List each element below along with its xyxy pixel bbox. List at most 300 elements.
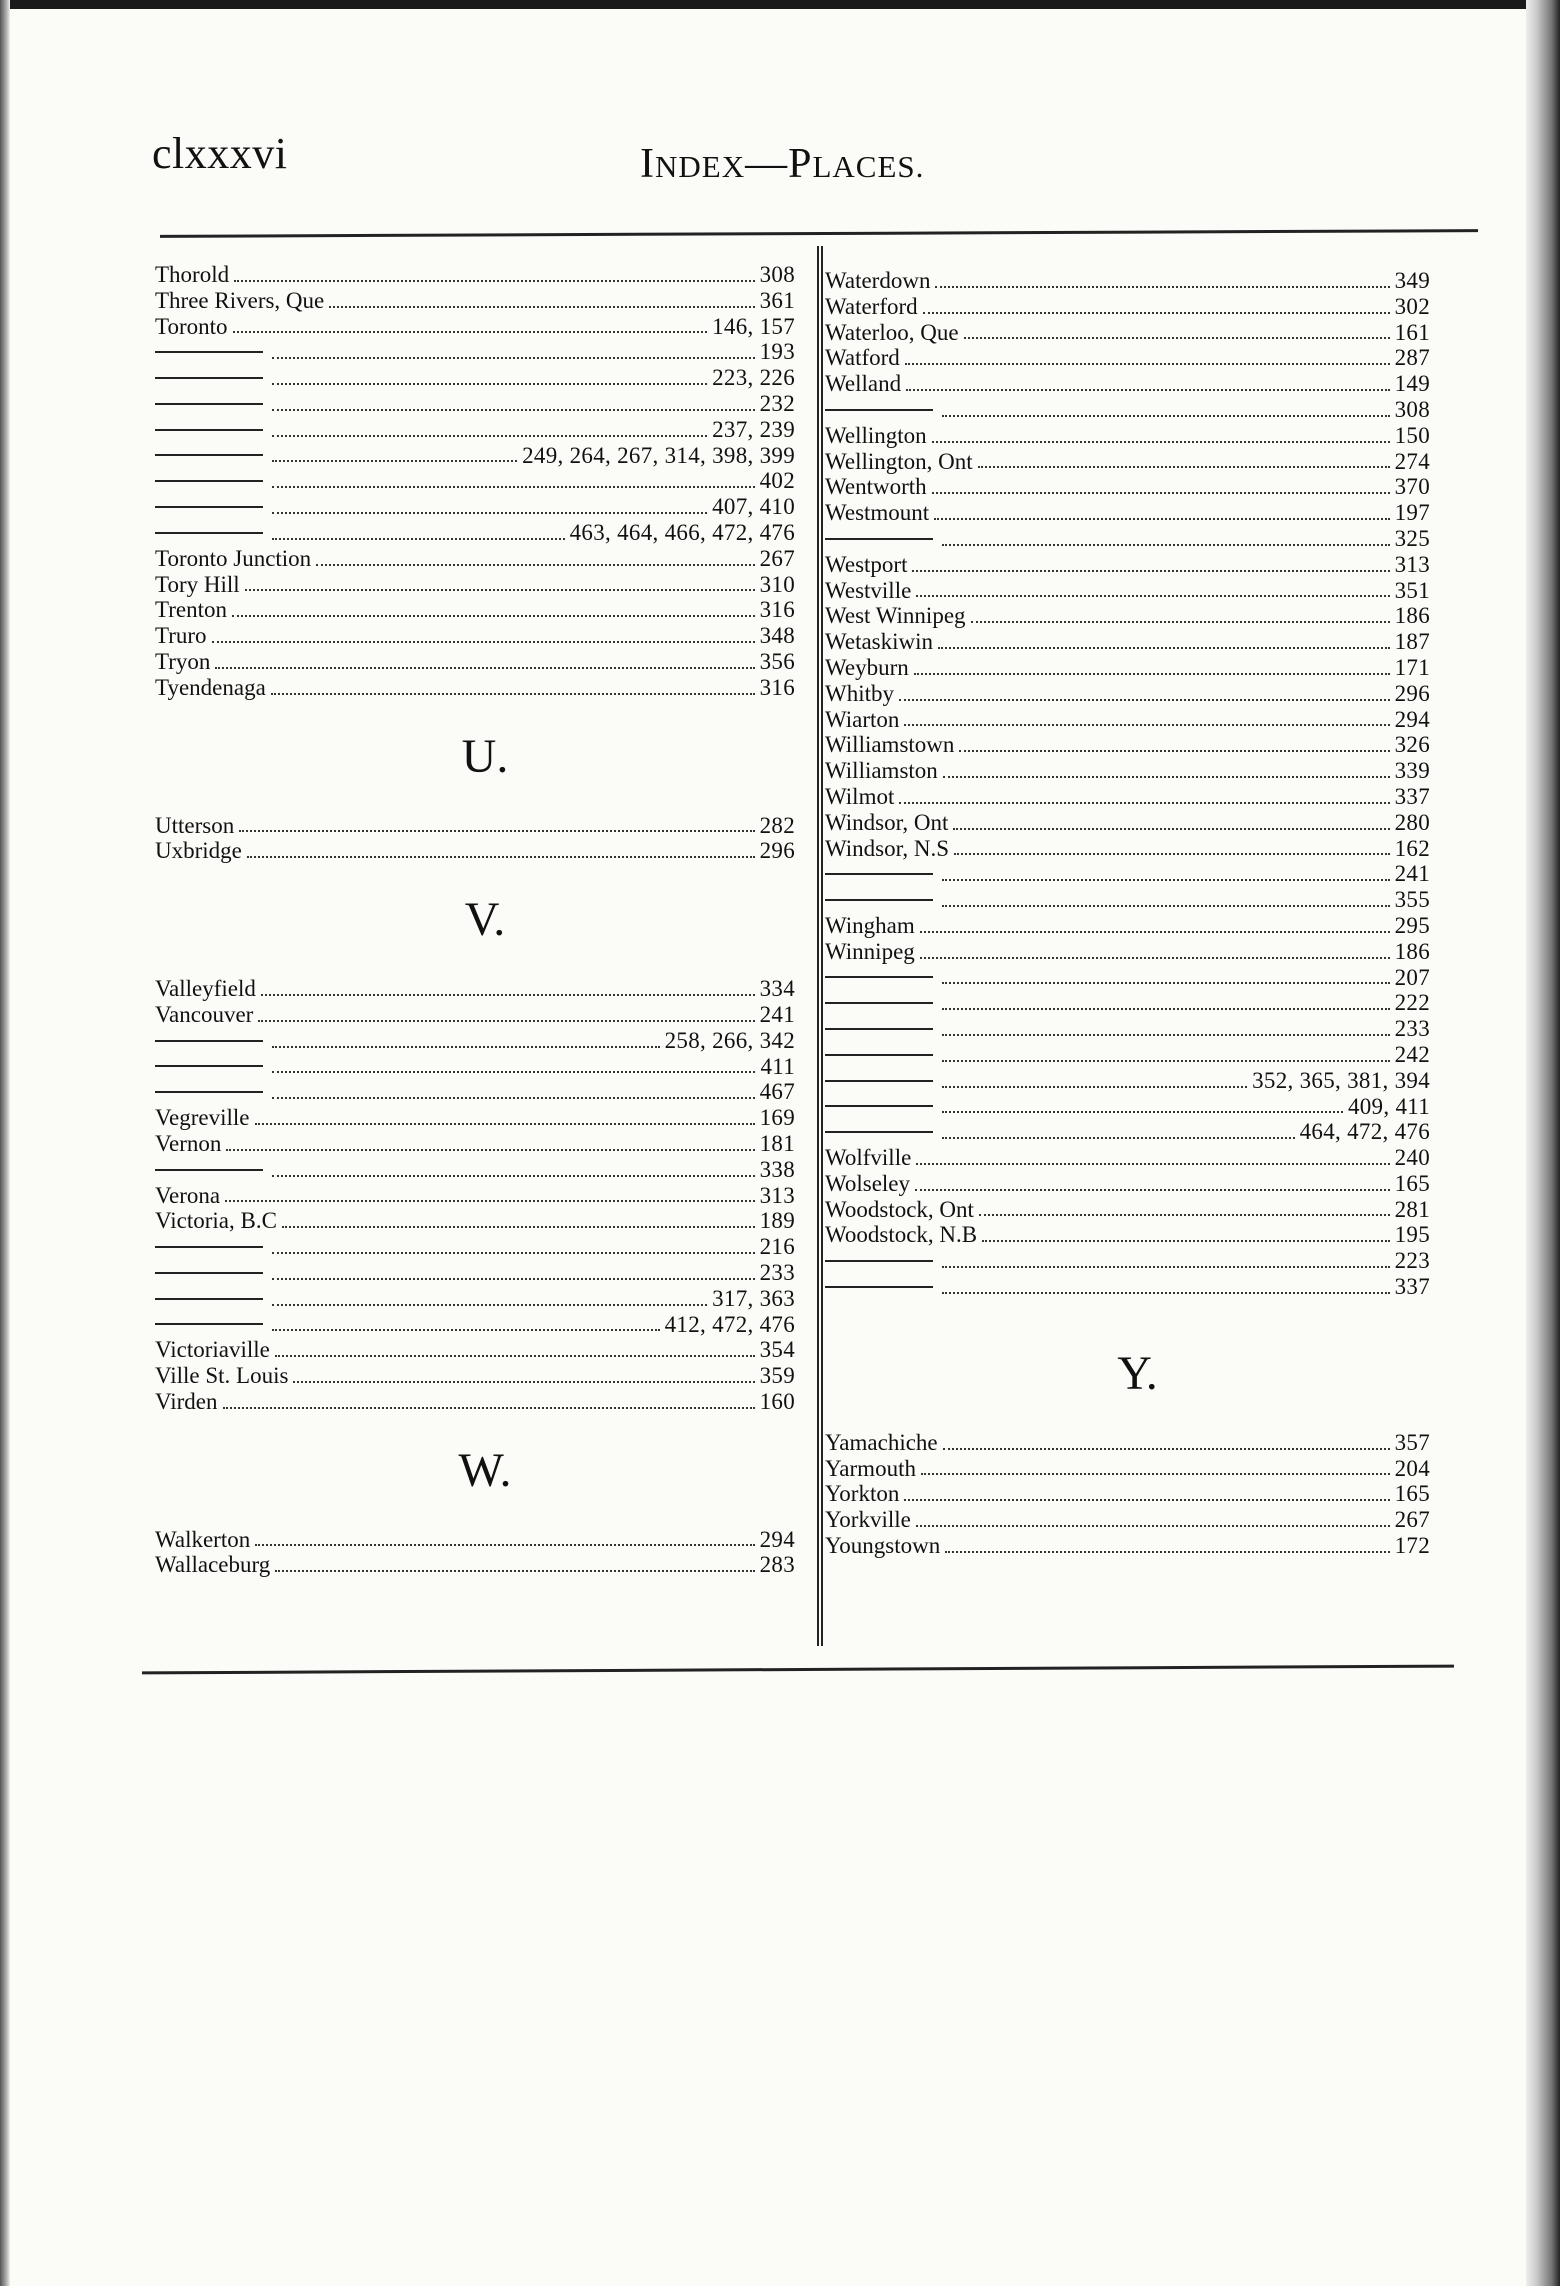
index-entry xyxy=(825,1507,1430,1533)
entry-pages: 352, 365, 381, 394 xyxy=(1252,1067,1430,1093)
ditto-dash xyxy=(155,506,263,508)
dot-leader xyxy=(234,280,754,282)
entry-pages: 240 xyxy=(1394,1145,1430,1171)
dot-leader xyxy=(232,615,755,617)
index-entry xyxy=(825,1145,1430,1171)
ditto-dash xyxy=(155,1169,263,1171)
index-entry xyxy=(155,365,795,391)
entry-place-name: Wilmot xyxy=(825,783,895,809)
index-entry xyxy=(155,1183,795,1209)
dot-leader xyxy=(935,286,1389,288)
section-gap xyxy=(825,1300,1430,1318)
dot-leader xyxy=(272,357,755,359)
entry-pages: 267 xyxy=(1394,1507,1430,1533)
ditto-dash xyxy=(155,351,263,353)
index-entry xyxy=(825,320,1430,346)
index-entry xyxy=(825,939,1430,965)
entry-place-name: Weyburn xyxy=(825,654,909,680)
dot-leader xyxy=(920,957,1390,959)
entry-pages: 338 xyxy=(759,1156,795,1182)
entry-pages: 294 xyxy=(759,1526,795,1552)
right-column xyxy=(825,268,1430,1559)
entry-pages: 326 xyxy=(1394,732,1430,758)
index-entry xyxy=(825,578,1430,604)
section-letter-u: U. xyxy=(461,729,509,783)
entry-pages: 402 xyxy=(759,468,795,494)
entry-place-name: Thorold xyxy=(155,262,230,287)
index-entry xyxy=(155,288,795,314)
index-entry xyxy=(155,1131,795,1157)
page-top-edge xyxy=(0,0,1560,9)
index-entry xyxy=(155,1002,795,1028)
entry-pages: 316 xyxy=(759,597,795,623)
dot-leader xyxy=(272,1304,707,1306)
entry-pages: 356 xyxy=(759,648,795,674)
entry-place-name: Vegreville xyxy=(155,1105,250,1131)
entry-place-name: Yarmouth xyxy=(825,1455,916,1481)
index-entry xyxy=(155,1527,795,1553)
index-entry xyxy=(825,1222,1430,1248)
index-entry xyxy=(155,443,795,469)
index-entry xyxy=(155,649,795,675)
entry-pages: 189 xyxy=(759,1208,795,1234)
ditto-dash xyxy=(155,1298,263,1300)
index-entry xyxy=(825,965,1430,991)
ditto-dash xyxy=(825,899,933,901)
entry-place-name: Vancouver xyxy=(155,1001,254,1027)
dot-leader xyxy=(942,1137,1295,1139)
dot-leader xyxy=(942,982,1390,984)
entry-place-name: Tory Hill xyxy=(155,571,240,597)
dot-leader xyxy=(272,538,565,540)
index-entry xyxy=(825,913,1430,939)
dot-leader xyxy=(942,1086,1247,1088)
entry-place-name: Woodstock, N.B xyxy=(825,1222,978,1248)
dot-leader xyxy=(215,667,754,669)
ditto-dash xyxy=(825,1080,933,1082)
entry-pages: 161 xyxy=(1394,319,1430,345)
dot-leader xyxy=(272,1097,755,1099)
index-entry xyxy=(155,813,795,839)
entry-pages: 242 xyxy=(1394,1041,1430,1067)
dot-leader xyxy=(272,1046,660,1048)
entry-place-name: Westport xyxy=(825,551,908,577)
index-entry xyxy=(825,423,1430,449)
index-entry xyxy=(825,836,1430,862)
entry-place-name: Windsor, Ont xyxy=(825,809,949,835)
dot-leader xyxy=(226,1149,754,1151)
dot-leader xyxy=(978,466,1390,468)
dot-leader xyxy=(906,389,1390,391)
dot-leader xyxy=(239,830,754,832)
dot-leader xyxy=(942,1111,1343,1113)
entry-pages: 281 xyxy=(1394,1196,1430,1222)
dot-leader xyxy=(275,1355,755,1357)
index-entry xyxy=(155,468,795,494)
ditto-dash xyxy=(825,538,933,540)
ditto-dash xyxy=(155,1091,263,1093)
index-entry xyxy=(825,371,1430,397)
index-entry xyxy=(155,838,795,864)
dot-leader xyxy=(293,1381,754,1383)
entry-pages: 407, 410 xyxy=(712,494,795,520)
dot-leader xyxy=(954,853,1390,855)
section-letter-y: Y. xyxy=(1117,1346,1158,1400)
dot-leader xyxy=(943,776,1390,778)
entry-pages: 295 xyxy=(1394,912,1430,938)
index-entry xyxy=(155,339,795,365)
index-entry xyxy=(825,1533,1430,1559)
ditto-dash xyxy=(155,1040,263,1042)
dot-leader xyxy=(938,647,1390,649)
index-entry xyxy=(825,1016,1430,1042)
index-entry xyxy=(825,526,1430,552)
entry-pages: 186 xyxy=(1394,603,1430,629)
ditto-dash xyxy=(825,1286,933,1288)
index-entry xyxy=(825,861,1430,887)
entry-pages: 287 xyxy=(1394,345,1430,371)
entry-place-name: Williamston xyxy=(825,758,938,784)
dot-leader xyxy=(316,564,754,566)
entry-place-name: Welland xyxy=(825,371,902,397)
dot-leader xyxy=(225,1200,754,1202)
section-letter-v: V. xyxy=(464,893,506,947)
index-entry xyxy=(155,1234,795,1260)
entry-pages: 216 xyxy=(759,1234,795,1260)
entry-pages: 464, 472, 476 xyxy=(1299,1119,1430,1145)
entry-place-name: Three Rivers, Que xyxy=(155,287,325,313)
entry-place-name: Tyendenaga xyxy=(155,674,266,700)
page-title: INDEX—PLACES. xyxy=(640,141,925,187)
entry-pages: 150 xyxy=(1394,422,1430,448)
dot-leader xyxy=(953,828,1389,830)
dot-leader xyxy=(915,1189,1390,1191)
index-entry xyxy=(825,1094,1430,1120)
ditto-dash xyxy=(155,454,263,456)
column-divider xyxy=(817,246,823,1646)
index-entry xyxy=(155,597,795,623)
entry-place-name: Verona xyxy=(155,1182,221,1208)
section-v xyxy=(155,976,795,1415)
entry-place-name: West Winnipeg xyxy=(825,603,966,629)
entry-pages: 355 xyxy=(1394,887,1430,913)
entry-place-name: Virden xyxy=(155,1388,218,1414)
dot-leader xyxy=(272,409,755,411)
entry-pages: 160 xyxy=(759,1388,795,1414)
index-entry xyxy=(825,1042,1430,1068)
dot-leader xyxy=(212,641,755,643)
index-entry xyxy=(825,1430,1430,1456)
entry-pages: 317, 363 xyxy=(712,1285,795,1311)
entry-pages: 165 xyxy=(1394,1481,1430,1507)
ditto-dash xyxy=(155,1323,263,1325)
entry-pages: 274 xyxy=(1394,448,1430,474)
dot-leader xyxy=(272,1278,755,1280)
dot-leader xyxy=(272,1071,755,1073)
index-entry xyxy=(825,655,1430,681)
entry-pages: 302 xyxy=(1394,293,1430,319)
entry-pages: 204 xyxy=(1394,1455,1430,1481)
index-entry xyxy=(825,1119,1430,1145)
index-entry xyxy=(155,1312,795,1338)
index-entry xyxy=(155,1260,795,1286)
entry-pages: 337 xyxy=(1394,783,1430,809)
entry-place-name: Watford xyxy=(825,345,900,371)
entry-pages: 237, 239 xyxy=(712,416,795,442)
dot-leader xyxy=(258,1020,754,1022)
index-entry xyxy=(825,784,1430,810)
entry-pages: 195 xyxy=(1394,1222,1430,1248)
ditto-dash xyxy=(155,403,263,405)
ditto-dash xyxy=(825,1260,933,1262)
entry-pages: 351 xyxy=(1394,577,1430,603)
index-entry xyxy=(155,520,795,546)
dot-leader xyxy=(272,435,707,437)
section-u xyxy=(155,813,795,865)
dot-leader xyxy=(920,931,1390,933)
ditto-dash xyxy=(825,1105,933,1107)
section-w-left xyxy=(155,1527,795,1579)
dot-leader xyxy=(921,1473,1390,1475)
dot-leader xyxy=(255,1544,754,1546)
entry-pages: 249, 264, 267, 314, 398, 399 xyxy=(522,442,795,468)
ditto-dash xyxy=(155,377,263,379)
index-entry xyxy=(825,990,1430,1016)
index-entry xyxy=(155,546,795,572)
entry-pages: 325 xyxy=(1394,525,1430,551)
entry-pages: 294 xyxy=(1394,706,1430,732)
entry-pages: 267 xyxy=(759,545,795,571)
entry-pages: 349 xyxy=(1394,268,1430,293)
dot-leader xyxy=(255,1123,755,1125)
index-entry xyxy=(825,1197,1430,1223)
index-entry xyxy=(155,675,795,701)
dot-leader xyxy=(942,1292,1390,1294)
entry-pages: 169 xyxy=(759,1105,795,1131)
dot-leader xyxy=(916,595,1389,597)
entry-place-name: Victoriaville xyxy=(155,1337,270,1363)
dot-leader xyxy=(932,441,1390,443)
dot-leader xyxy=(904,724,1389,726)
entry-pages: 359 xyxy=(759,1363,795,1389)
entry-pages: 361 xyxy=(759,287,795,313)
index-entry xyxy=(155,623,795,649)
entry-place-name: Trenton xyxy=(155,597,227,623)
dot-leader xyxy=(272,486,755,488)
entry-pages: 357 xyxy=(1394,1429,1430,1455)
index-entry xyxy=(155,1552,795,1578)
entry-pages: 348 xyxy=(759,623,795,649)
index-entry xyxy=(825,1248,1430,1274)
entry-place-name: Wetaskiwin xyxy=(825,629,934,655)
dot-leader xyxy=(923,312,1390,314)
entry-place-name: Whitby xyxy=(825,680,894,706)
dot-leader xyxy=(233,331,708,333)
dot-leader xyxy=(934,518,1389,520)
entry-pages: 162 xyxy=(1394,835,1430,861)
entry-place-name: Wolfville xyxy=(825,1145,912,1171)
entry-place-name: Winnipeg xyxy=(825,938,915,964)
entry-pages: 241 xyxy=(1394,861,1430,887)
dot-leader xyxy=(971,621,1390,623)
dot-leader xyxy=(914,673,1390,675)
dot-leader xyxy=(916,1163,1389,1165)
entry-pages: 280 xyxy=(1394,809,1430,835)
dot-leader xyxy=(272,1175,755,1177)
entry-pages: 223, 226 xyxy=(712,365,795,391)
dot-leader xyxy=(245,589,755,591)
entry-pages: 467 xyxy=(759,1079,795,1105)
entry-place-name: Wellington xyxy=(825,422,927,448)
index-entry xyxy=(825,1274,1430,1300)
dot-leader xyxy=(942,1008,1390,1010)
entry-place-name: Tryon xyxy=(155,648,211,674)
index-entry xyxy=(825,474,1430,500)
entry-pages: 354 xyxy=(759,1337,795,1363)
index-entry xyxy=(825,1171,1430,1197)
index-entry xyxy=(825,345,1430,371)
entry-place-name: Yamachiche xyxy=(825,1429,938,1455)
entry-pages: 146, 157 xyxy=(712,313,795,339)
entry-pages: 193 xyxy=(759,339,795,365)
index-entry xyxy=(825,707,1430,733)
dot-leader xyxy=(959,750,1389,752)
entry-pages: 316 xyxy=(759,674,795,700)
entry-pages: 313 xyxy=(1394,551,1430,577)
entry-place-name: Youngstown xyxy=(825,1533,941,1559)
dot-leader xyxy=(916,1525,1390,1527)
entry-pages: 296 xyxy=(759,838,795,864)
entry-pages: 283 xyxy=(759,1552,795,1578)
entry-pages: 232 xyxy=(759,390,795,416)
index-entry xyxy=(155,1337,795,1363)
index-entry xyxy=(155,1157,795,1183)
index-entry xyxy=(155,1028,795,1054)
dot-leader xyxy=(942,879,1390,881)
entry-pages: 207 xyxy=(1394,964,1430,990)
dot-leader xyxy=(899,802,1389,804)
entry-place-name: Utterson xyxy=(155,812,235,838)
dot-leader xyxy=(945,1551,1389,1553)
entry-place-name: Wiarton xyxy=(825,706,900,732)
index-entry xyxy=(825,1456,1430,1482)
entry-place-name: Vernon xyxy=(155,1130,222,1156)
dot-leader xyxy=(942,1266,1390,1268)
dot-leader xyxy=(904,1499,1389,1501)
index-entry xyxy=(825,810,1430,836)
entry-pages: 241 xyxy=(759,1001,795,1027)
entry-place-name: Williamstown xyxy=(825,732,955,758)
entry-pages: 310 xyxy=(759,571,795,597)
entry-place-name: Westville xyxy=(825,577,912,603)
page-folio: clxxxvi xyxy=(152,129,288,178)
entry-pages: 308 xyxy=(759,262,795,287)
index-entry xyxy=(825,1068,1430,1094)
ditto-dash xyxy=(825,1054,933,1056)
section-letter-w: W. xyxy=(458,1443,512,1497)
entry-place-name: Truro xyxy=(155,623,207,649)
dot-leader xyxy=(964,337,1390,339)
entry-pages: 223 xyxy=(1394,1248,1430,1274)
index-entry xyxy=(155,1054,795,1080)
dot-leader xyxy=(272,1252,755,1254)
index-entry xyxy=(155,417,795,443)
index-entry xyxy=(155,494,795,520)
entry-pages: 296 xyxy=(1394,680,1430,706)
page-left-edge xyxy=(0,0,10,2286)
index-entry xyxy=(155,1079,795,1105)
entry-pages: 222 xyxy=(1394,990,1430,1016)
dot-leader xyxy=(942,415,1390,417)
entry-pages: 411 xyxy=(760,1053,795,1079)
dot-leader xyxy=(272,383,707,385)
dot-leader xyxy=(272,460,517,462)
entry-pages: 370 xyxy=(1394,474,1430,500)
index-entry xyxy=(155,262,795,288)
ditto-dash xyxy=(825,873,933,875)
entry-pages: 339 xyxy=(1394,758,1430,784)
index-entry xyxy=(825,758,1430,784)
entry-pages: 409, 411 xyxy=(1347,1093,1430,1119)
entry-pages: 172 xyxy=(1394,1533,1430,1559)
entry-pages: 165 xyxy=(1394,1170,1430,1196)
index-entry xyxy=(825,449,1430,475)
dot-leader xyxy=(261,994,755,996)
entry-pages: 308 xyxy=(1394,396,1430,422)
index-entry xyxy=(155,314,795,340)
entry-place-name: Ville St. Louis xyxy=(155,1363,289,1389)
entry-pages: 463, 464, 466, 472, 476 xyxy=(569,519,795,545)
dot-leader xyxy=(942,544,1390,546)
dot-leader xyxy=(282,1226,755,1228)
index-entry xyxy=(155,1389,795,1415)
left-column xyxy=(155,262,795,1578)
dot-leader xyxy=(932,492,1390,494)
entry-place-name: Waterloo, Que xyxy=(825,319,959,345)
dot-leader xyxy=(942,1034,1390,1036)
dot-leader xyxy=(275,1570,754,1572)
entry-pages: 334 xyxy=(759,976,795,1002)
index-entry xyxy=(155,391,795,417)
ditto-dash xyxy=(155,429,263,431)
entry-pages: 197 xyxy=(1394,500,1430,526)
section-w-right xyxy=(825,268,1430,1300)
index-entry xyxy=(825,294,1430,320)
index-entry xyxy=(825,732,1430,758)
entry-pages: 233 xyxy=(1394,1016,1430,1042)
index-entry xyxy=(825,268,1430,294)
ditto-dash xyxy=(155,532,263,534)
ditto-dash xyxy=(825,1131,933,1133)
dot-leader xyxy=(272,512,707,514)
entry-place-name: Waterford xyxy=(825,293,918,319)
index-entry xyxy=(825,1481,1430,1507)
ditto-dash xyxy=(825,976,933,978)
index-entry xyxy=(825,681,1430,707)
dot-leader xyxy=(943,1448,1390,1450)
section-y xyxy=(825,1430,1430,1559)
entry-pages: 337 xyxy=(1394,1274,1430,1300)
entry-pages: 186 xyxy=(1394,938,1430,964)
index-entry xyxy=(825,552,1430,578)
ditto-dash xyxy=(825,1028,933,1030)
entry-pages: 412, 472, 476 xyxy=(664,1311,795,1337)
dot-leader xyxy=(982,1240,1389,1242)
entry-place-name: Woodstock, Ont xyxy=(825,1196,974,1222)
dot-leader xyxy=(942,1060,1390,1062)
ditto-dash xyxy=(825,409,933,411)
dot-leader xyxy=(329,306,754,308)
